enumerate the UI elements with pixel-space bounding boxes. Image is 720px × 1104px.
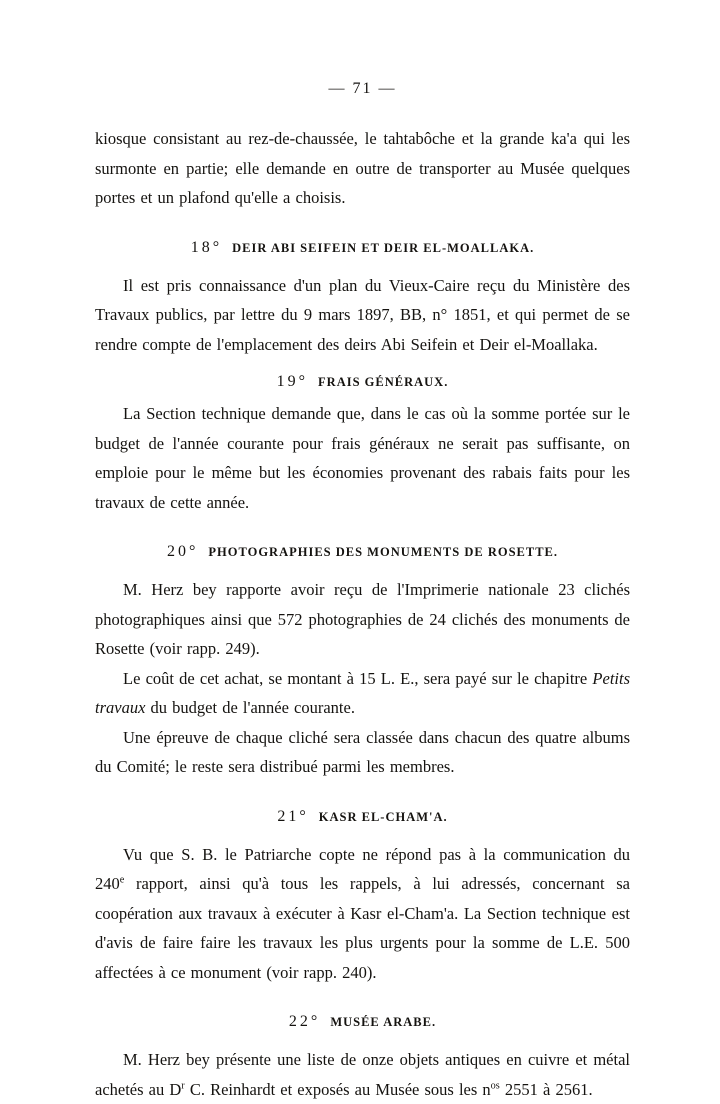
section-heading-title: KASR EL-CHAM'A. — [318, 809, 448, 824]
paragraph-text: M. Herz bey présente une liste de onze objets antiques en cuivre et métal achetés au D — [95, 1050, 630, 1099]
section-heading-title: PHOTOGRAPHIES DES MONUMENTS DE ROSETTE. — [208, 545, 558, 559]
paragraph-text: Le coût de cet achat, se montant à 15 L. E., sera payé sur le chapitre — [123, 668, 593, 688]
paragraph-text: rapport, ainsi qu'à tous les rappels, à lui adressés, concernant sa coopération aux travaux à exécuter à Kasr el-Cham'a. La Section technique est d'avis de faire faire les travaux les plus urgents pour la somme de L.E. 500 affectées à ce monument (voir rapp. 240). — [95, 874, 630, 982]
section-20-heading — [95, 543, 630, 561]
paragraph-text: C. Reinhardt et exposés au Musée sous les n — [184, 1079, 491, 1099]
section-22-paragraph — [95, 1045, 630, 1104]
section-19-heading — [95, 373, 630, 391]
section-20-paragraph-2 — [95, 664, 630, 723]
section-21-heading — [95, 808, 630, 826]
section-heading-title: MUSÉE ARABE. — [330, 1015, 437, 1029]
section-heading-number: 18° — [190, 238, 223, 256]
page-number: — 71 — — [328, 80, 397, 97]
italic-phrase: Petits travaux — [95, 668, 630, 717]
superscript: os — [490, 1080, 500, 1091]
intro-paragraph: kiosque consistant au rez-de-chaussée, le tahtabôche et la grande ka'a qui les surmonte en partie; elle demande en outre de transporter au Musée quelques portes et un plafond qu'elle a choisis. — [95, 129, 630, 207]
section-heading-title: DEIR ABI SEIFEIN ET DEIR EL-MOALLAKA. — [232, 240, 535, 255]
section-20-paragraph-3: Une épreuve de chaque cliché sera classée dans chacun des quatre albums du Comité; le reste sera distribué parmi les membres. — [95, 727, 630, 776]
section-heading-title: FRAIS GÉNÉRAUX. — [318, 375, 449, 389]
section-18-paragraph: Il est pris connaissance d'un plan du Vieux-Caire reçu du Ministère des Travaux publics, par lettre du 9 mars 1897, BB, n° 1851, et qui permet de se rendre compte de l'emplacement des deirs Abi Seifein et Deir el-Moallaka. — [95, 275, 630, 354]
section-heading-number: 21° — [277, 807, 309, 825]
paragraph-text: Vu que S. B. le Patriarche copte ne répond pas à la communication du 240 — [95, 844, 630, 893]
section-20-paragraph-1: M. Herz bey rapporte avoir reçu de l'Imprimerie nationale 23 clichés photographiques ainsi que 572 photographies de 24 clichés des monuments de Rosette (voir rapp. 249). — [95, 580, 630, 658]
section-22-heading — [95, 1013, 630, 1031]
section-heading-number: 22° — [288, 1013, 321, 1030]
superscript: r — [181, 1080, 185, 1091]
section-18-heading — [95, 239, 630, 257]
section-21-paragraph — [95, 840, 630, 988]
section-19-paragraph: La Section technique demande que, dans le cas où la somme portée sur le budget de l'année courante pour frais généraux ne serait pas suffisante, on emploie pour le même but les économies provenant des rabais faits pour les travaux de cette année. — [95, 404, 630, 512]
superscript: e — [119, 874, 125, 886]
section-heading-number: 20° — [167, 543, 199, 560]
paragraph-text: 2551 à 2561. — [499, 1079, 593, 1099]
section-heading-number: 19° — [276, 373, 309, 390]
paragraph-text: du budget de l'année courante. — [145, 698, 355, 717]
